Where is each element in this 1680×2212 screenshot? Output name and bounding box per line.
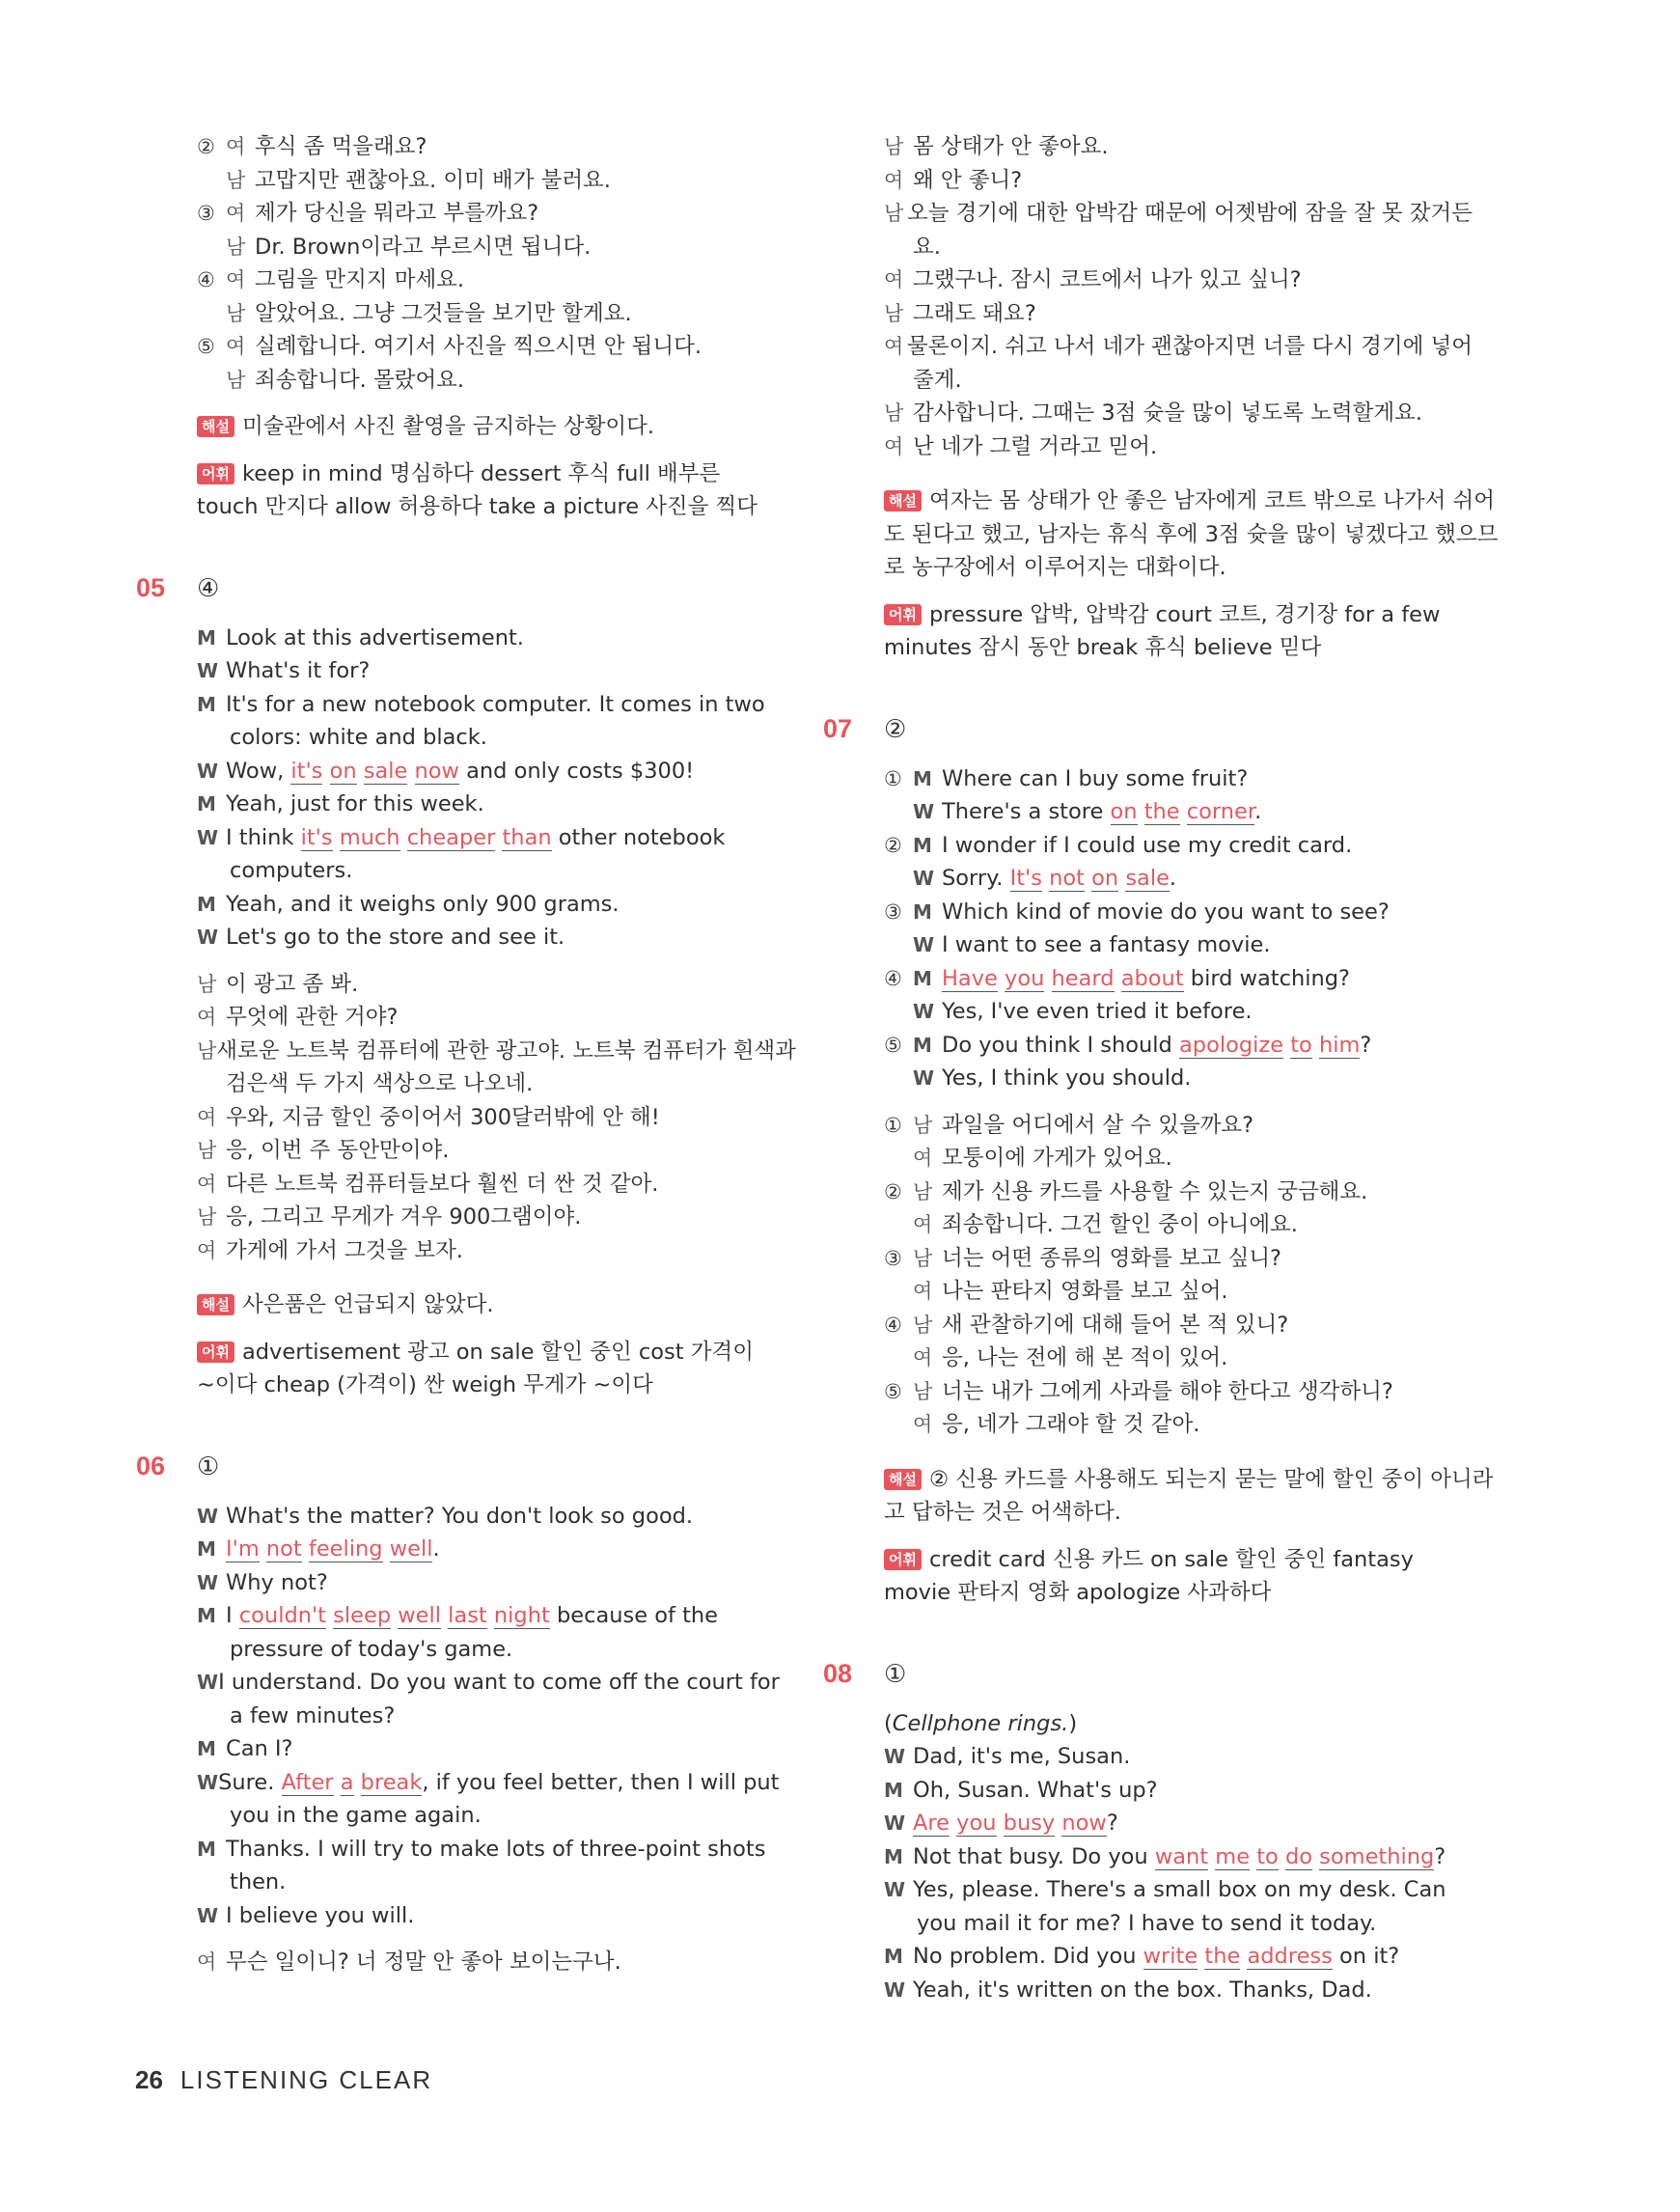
blank-answer: not <box>1049 866 1085 891</box>
blank-answer: it's <box>290 758 323 784</box>
vocabulary-badge: 어휘 <box>884 604 922 625</box>
blank-answer: write <box>1143 1944 1198 1969</box>
blank-answer: sleep <box>333 1603 392 1628</box>
q05-vocabulary: 어휘 advertisement 광고 on sale 할인 중인 cost 가격이 ~이다 cheap (가격이) 싼 weigh 무게가 ~이다 <box>197 1339 754 1397</box>
vocabulary-badge: 어휘 <box>197 463 234 484</box>
vocabulary-badge: 어휘 <box>884 1549 922 1570</box>
blank-answer: him <box>1318 1032 1361 1058</box>
answer: ④ <box>197 573 220 603</box>
blank-answer: last <box>448 1603 487 1628</box>
stage-direction: (Cellphone rings.) <box>884 1710 1078 1736</box>
blank-answer: Have <box>942 965 998 991</box>
page-number: 26 <box>135 2065 163 2094</box>
q06-header <box>136 1447 776 1486</box>
q05-header <box>136 568 776 608</box>
q07-english-dialogue: ① M Where can I buy some fruit? W There's a store on the corner. ② M I wonder if I could use my credit card. W Sorry. It's not on sale. ③ M Which kind of movie do you want to see? W I want to see a fantasy movie. ④ M Have you heard about bird watching? W Yes, I've even tried it before. ⑤ M Do you think I should apologize to him? W Yes, I think you should. <box>884 765 1390 1091</box>
q07-header <box>823 709 1473 749</box>
q05-english-dialogue: M Look at this advertisement. W What's it for? M It's for a new notebook computer. It comes in two colors: white and black. W Wow, it's on sale now and only costs $300! M Yeah, just for this week. W I think it's much cheaper than other notebook computers. M Yeah, and it weighs only 900 grams. W Let's go to the store and see it. <box>197 624 765 950</box>
q08-header <box>823 1654 1473 1694</box>
question-number: 07 <box>823 713 853 743</box>
left-column <box>136 130 796 1979</box>
blank-answer: than <box>502 824 552 850</box>
right-column <box>823 130 1499 2006</box>
q04-korean-dialogue: ② 여 후식 좀 먹을래요? 남 고맙지만 괜찮아요. 이미 배가 불러요. ③ 여 제가 당신을 뭐라고 부를까요? 남 Dr. Brown이라고 부르시면 됩니다. ④ 여 그림을 만지지 마세요. 남 알았어요. 그냥 그것들을 보기만 할게요. ⑤ 여 실례합니다. 여기서 사진을 찍으시면 안 됩니다. 남 죄송합니다. 몰랐어요. <box>197 134 702 393</box>
q04-vocabulary: 어휘 keep in mind 명심하다 dessert 후식 full 배부른 touch 만지다 allow 허용하다 take a picture 사진을 찍다 <box>197 460 758 519</box>
answer: ① <box>197 1452 220 1481</box>
blank-answer: to <box>1290 1032 1312 1058</box>
q07-explanation: 해설 ② 신용 카드를 사용해도 되는지 묻는 말에 할인 중이 아니라 고 답하는 것은 어색하다. <box>884 1466 1494 1525</box>
blank-answer: me <box>1215 1843 1251 1869</box>
blank-answer: well <box>389 1536 433 1562</box>
vocabulary-badge: 어휘 <box>197 1341 234 1363</box>
question-number: 06 <box>136 1451 166 1480</box>
blank-answer: a <box>340 1769 354 1795</box>
blank-answer: you <box>1005 965 1045 991</box>
blank-answer: sale <box>363 758 408 784</box>
blank-answer: on <box>329 758 357 784</box>
page-footer <box>135 2065 432 2095</box>
blank-answer: night <box>493 1603 550 1628</box>
q07-korean-dialogue: ① 남 과일을 어디에서 살 수 있을까요? 여 모퉁이에 가게가 있어요. ② 남 제가 신용 카드를 사용할 수 있는지 궁금해요. 여 죄송합니다. 그건 할인 중이 아니에요. ③ 남 너는 어떤 종류의 영화를 보고 싶니? 여 나는 판타지 영화를 보고 싶어. ④ 남 새 관찰하기에 대해 들어 본 적 있니? 여 응, 나는 전에 해 본 적이 있어. ⑤ 남 너는 내가 그에게 사과를 해야 한다고 생각하니? 여 응, 네가 그래야 할 것 같아. <box>884 1112 1393 1437</box>
blank-answer: on <box>1110 799 1138 824</box>
blank-answer: on <box>1091 866 1119 891</box>
q05-korean-dialogue: 남 이 광고 좀 봐. 여 무엇에 관한 거야? 남 새로운 노트북 컴퓨터에 관한 광고야. 노트북 컴퓨터가 흰색과 검은색 두 가지 색상으로 나오네. 여 우와, 지금 할인 중이어서 300달러밖에 안 해! 남 응, 이번 주 동안만이야. 여 다른 노트북 컴퓨터들보다 훨씬 더 싼 것 같아. 남 응, 그리고 무게가 겨우 900그램이야. 여 가게에 가서 그것을 보자. <box>197 971 796 1263</box>
blank-answer: heard <box>1051 965 1115 991</box>
question-number: 08 <box>823 1658 853 1688</box>
q06-korean-dialogue: 남 몸 상태가 안 좋아요. 여 왜 안 좋니? 남 오늘 경기에 대한 압박감 때문에 어젯밤에 잠을 잘 못 잤거든 요. 여 그랬구나. 잠시 코트에서 나가 있고 싶니? 남 그래도 돼요? 여 물론이지. 쉬고 나서 네가 괜찮아지면 너를 다시 경기에 넣어 줄게. 남 감사합니다. 그때는 3점 슛을 많이 넣도록 노력할게요. 여 난 네가 그럴 거라고 믿어. <box>884 134 1473 459</box>
blank-answer: you <box>956 1811 997 1836</box>
explanation-badge: 해설 <box>197 1294 234 1315</box>
q06-explanation: 해설 여자는 몸 상태가 안 좋은 남자에게 코트 밖으로 나가서 쉬어 도 된다고 했고, 남자는 휴식 후에 3점 슛을 많이 넣겠다고 했으므 로 농구장에서 이루어지는 대화이다. <box>884 488 1499 580</box>
q04-explanation: 해설 미술관에서 사진 촬영을 금지하는 상황이다. <box>197 410 776 444</box>
blank-answer: to <box>1256 1843 1279 1869</box>
blank-answer: now <box>414 758 459 784</box>
blank-answer: much <box>339 824 400 850</box>
explanation-badge: 해설 <box>197 416 234 437</box>
blank-answer: After <box>281 1769 334 1795</box>
blank-answer: something <box>1319 1843 1435 1869</box>
blank-answer: corner <box>1186 799 1255 824</box>
blank-answer: I'm <box>226 1536 260 1562</box>
blank-answer: Are <box>913 1811 950 1836</box>
explanation-badge: 해설 <box>884 490 922 512</box>
blank-answer: about <box>1120 965 1184 991</box>
blank-answer: It's <box>1009 866 1042 891</box>
q05-explanation: 해설 사은품은 언급되지 않았다. <box>197 1288 776 1322</box>
blank-answer: apologize <box>1179 1032 1284 1058</box>
explanation-badge: 해설 <box>884 1469 922 1490</box>
blank-answer: do <box>1284 1843 1313 1869</box>
q06-english-dialogue: W What's the matter? You don't look so good. M I'm not feeling well. W Why not? M I couldn't sleep well last night because of the pressure of today's game. W I understand. Do you want to come off the court for a few minutes? M Can I? W Sure. After a break, if you feel better, then I will put you in the game again. M Thanks. I will try to make lots of three-point shots then. W I believe you will. <box>197 1503 780 1928</box>
question-number: 05 <box>136 572 166 602</box>
blank-answer: well <box>398 1603 442 1628</box>
blank-answer: busy <box>1003 1811 1056 1836</box>
blank-answer: feeling <box>308 1536 383 1562</box>
blank-answer: not <box>265 1536 302 1562</box>
answer: ② <box>884 714 907 744</box>
book-title: LISTENING CLEAR <box>179 2065 433 2094</box>
blank-answer: it's <box>300 824 333 850</box>
blank-answer: the <box>1204 1944 1241 1969</box>
blank-answer: couldn't <box>238 1603 326 1628</box>
blank-answer: the <box>1143 799 1180 824</box>
q06-korean-first-line: 여 무슨 일이니? 너 정말 안 좋아 보이는구나. <box>197 1949 621 1975</box>
blank-answer: address <box>1247 1944 1333 1969</box>
q08-english-dialogue: (Cellphone rings.) W Dad, it's me, Susan. M Oh, Susan. What's up? W Are you busy now? M Not that busy. Do you want me to do something? W Yes, please. There's a small box on my desk. Can you mail it for me? I have to send it today. M No problem. Did you write the address on it? W Yeah, it's written on the box. Thanks, Dad. <box>884 1707 1473 2007</box>
q07-vocabulary: 어휘 credit card 신용 카드 on sale 할인 중인 fantasy movie 판타지 영화 apologize 사과하다 <box>884 1546 1414 1605</box>
blank-answer: cheaper <box>406 824 496 850</box>
blank-answer: sale <box>1125 866 1170 891</box>
answer: ① <box>884 1659 907 1689</box>
blank-answer: break <box>360 1769 423 1795</box>
blank-answer: want <box>1154 1843 1209 1869</box>
blank-answer: now <box>1061 1811 1107 1836</box>
q06-vocabulary: 어휘 pressure 압박, 압박감 court 코트, 경기장 for a few minutes 잠시 동안 break 휴식 believe 믿다 <box>884 601 1441 660</box>
